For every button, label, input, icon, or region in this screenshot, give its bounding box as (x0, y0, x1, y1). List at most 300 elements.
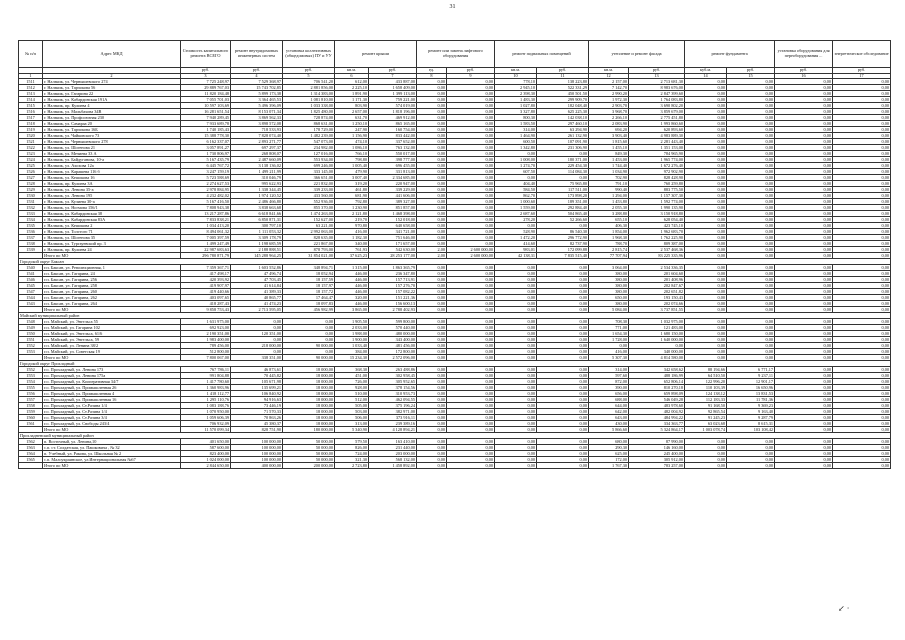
value-cell: 0,00 (833, 457, 891, 463)
value-cell: 0,00 (833, 415, 891, 421)
value-cell: 972 902,90 (629, 169, 685, 175)
value-cell: 231 306,90 (537, 145, 589, 151)
address-cell: п. Учебный, ул. Ракова, ул. Школьная № 2 (43, 451, 181, 457)
row-number-cell: 1552 (19, 367, 43, 373)
value-cell: 0,00 (833, 169, 891, 175)
value-cell: 1 171,30 (335, 97, 369, 103)
value-cell: 0,00 (727, 79, 775, 85)
value-cell: 82 737,90 (537, 241, 589, 247)
table-body (19, 79, 891, 469)
value-cell: 404,40 (495, 181, 537, 187)
value-cell: 0,00 (447, 379, 495, 385)
value-cell: 2 657,00 (335, 109, 369, 115)
value-cell: 2,00 (417, 253, 447, 259)
page-number: 31 (449, 4, 456, 10)
row-number-cell: 1553 (19, 373, 43, 379)
value-cell: 157 082,22 (369, 289, 417, 295)
row-number-cell: 1559 (19, 409, 43, 415)
value-cell: 506,00 (335, 415, 369, 421)
value-cell: 0,00 (417, 283, 447, 289)
value-cell: 1 003 078,74 (685, 427, 727, 433)
value-cell: 0,00 (685, 253, 727, 259)
value-cell: 2 978 884,95 (181, 187, 231, 193)
value-cell: 0,00 (447, 175, 495, 181)
value-cell: 18 000,00 (283, 415, 335, 421)
value-cell: 382 971,00 (369, 409, 417, 415)
value-cell: 5 084,00 (589, 307, 629, 313)
value-cell: 313,00 (335, 421, 369, 427)
value-cell: 2 398,30 (495, 91, 537, 97)
value-cell: 482 004,92 (629, 409, 685, 415)
value-cell: 0,00 (775, 289, 833, 295)
value-cell: 75 965,80 (537, 181, 589, 187)
value-cell: 1 230,90 (335, 205, 369, 211)
value-cell: 0,00 (495, 289, 537, 295)
value-cell: 203 000,00 (369, 451, 417, 457)
value-cell: 63 023,68 (685, 421, 727, 427)
value-cell: 0,00 (833, 439, 891, 445)
value-cell: 0,00 (417, 163, 447, 169)
value-cell: 0,00 (727, 103, 775, 109)
value-cell: 1 338 344,45 (231, 187, 283, 193)
value-cell: 0,00 (417, 427, 447, 433)
value-cell: 7 359 367,71 (181, 265, 231, 271)
value-cell: 1 032 975,00 (629, 319, 685, 325)
value-cell: 3 364 465,53 (231, 97, 283, 103)
value-cell: 40 865,77 (231, 295, 283, 301)
value-cell: 117 511,00 (537, 187, 589, 193)
value-cell: 0,00 (447, 451, 495, 457)
value-cell: 160 754,00 (369, 127, 417, 133)
value-cell: 1 974 120,52 (231, 193, 283, 199)
value-cell: 193 150,43 (629, 295, 685, 301)
value-cell: 11 820 184,48 (181, 91, 231, 97)
value-cell: 0,00 (447, 151, 495, 157)
value-cell: 3 865,00 (335, 307, 369, 313)
value-cell: 10 597 103,69 (181, 103, 231, 109)
value-cell: 0,00 (417, 457, 447, 463)
value-cell: 7 800 067,00 (181, 355, 231, 361)
address-cell: г.п. Баксан, ул. Гагарина, 24 (43, 271, 181, 277)
value-cell: 0,00 (727, 85, 775, 91)
column-number-cell: 7 (369, 73, 417, 79)
value-cell: 1 583,50 (495, 121, 537, 127)
value-cell: 100 000,00 (231, 439, 283, 445)
value-cell: 2 992 063,00 (283, 229, 335, 235)
value-cell: 680,00 (589, 439, 629, 445)
address-cell: г.о. Прохладный, ул. Свободы 243/4 (43, 421, 181, 427)
value-cell: 3 150 918,80 (629, 211, 685, 217)
value-cell: 163 410,00 (369, 439, 417, 445)
value-cell: 0,00 (775, 379, 833, 385)
value-cell: 0,00 (447, 193, 495, 199)
value-cell: 0,00 (537, 409, 589, 415)
value-cell: 0,00 (775, 127, 833, 133)
value-cell: 0,00 (833, 97, 891, 103)
value-cell: 0,00 (833, 409, 891, 415)
value-cell: 612,00 (335, 79, 369, 85)
value-cell: 656,00 (589, 391, 629, 397)
value-cell: 0,00 (685, 133, 727, 139)
value-cell: 0,00 (537, 385, 589, 391)
value-cell: 0,00 (447, 325, 495, 331)
value-cell: 0,00 (727, 337, 775, 343)
value-cell: 3 859 679,00 (629, 109, 685, 115)
value-cell: 0,00 (775, 115, 833, 121)
value-cell: 0,00 (685, 127, 727, 133)
value-cell: 63 221,00 (283, 223, 335, 229)
value-cell: 5 340,90 (335, 427, 369, 433)
address-cell: г.о. Прохладный, ул. Ст.Разина 1/4 (43, 403, 181, 409)
value-cell: 0,00 (685, 271, 727, 277)
value-cell: 0,00 (495, 403, 537, 409)
row-number-cell: 1563 (19, 445, 43, 451)
address-cell: г.п. Майский, ул. Советская 19 (43, 349, 181, 355)
address-cell: Итого по МО (43, 253, 181, 259)
value-cell: 1 033,40 (335, 343, 369, 349)
address-cell: г.п. Майский, ул. Энгельса 55 (43, 319, 181, 325)
value-cell: 1 740 185,43 (181, 127, 231, 133)
value-cell: 310 046,79 (231, 175, 283, 181)
value-cell: 4 128 894,21 (369, 427, 417, 433)
value-cell: 862,70 (495, 193, 537, 199)
value-cell: 1 033 338,00 (283, 103, 335, 109)
value-cell: 92 865,54 (685, 409, 727, 415)
row-number-cell: 1561 (19, 421, 43, 427)
value-cell: 0,00 (447, 385, 495, 391)
value-cell: 644,00 (589, 403, 629, 409)
value-cell: 0,00 (417, 385, 447, 391)
value-cell: 156 600,13 (369, 301, 417, 307)
row-number-cell: 1548 (19, 319, 43, 325)
address-cell: г. Нальчик, ул. Самараа 20 (43, 121, 181, 127)
value-cell: 2 537 468,36 (629, 247, 685, 253)
value-cell: 0,00 (727, 343, 775, 349)
value-cell: 73 446,19 (231, 403, 283, 409)
value-cell: 100 000,00 (231, 445, 283, 451)
value-cell: 6 162 337,07 (181, 139, 231, 145)
value-cell: 380,00 (589, 301, 629, 307)
value-cell: 0,00 (775, 175, 833, 181)
column-number-cell: 1 (19, 73, 43, 79)
value-cell: 0,00 (495, 391, 537, 397)
value-cell: 1 990 135,90 (629, 205, 685, 211)
value-cell: 751 646,00 (369, 235, 417, 241)
value-cell: 0,00 (833, 181, 891, 187)
value-cell: 484 994,22 (629, 415, 685, 421)
value-cell: 788,70 (589, 241, 629, 247)
value-cell: 22 987 683,63 (181, 247, 231, 253)
value-cell: 2 844 650,00 (181, 463, 231, 469)
value-cell: 1 156,90 (335, 133, 369, 139)
value-cell: 1 474 263,00 (283, 211, 335, 217)
value-cell: 456 982,99 (283, 307, 335, 313)
row-number-cell: 1538 (19, 241, 43, 247)
value-cell: 0,00 (417, 307, 447, 313)
value-cell: 0,00 (833, 397, 891, 403)
value-cell: 0,00 (685, 277, 727, 283)
value-cell: 0,00 (833, 265, 891, 271)
address-cell: г.п. Баксан, ул. Гагарина, 260 (43, 289, 181, 295)
value-cell: 433 560,00 (283, 193, 335, 199)
value-cell: 0,00 (537, 301, 589, 307)
value-cell: 0,00 (447, 463, 495, 469)
value-cell: 510,00 (335, 391, 369, 397)
value-cell: 0,00 (775, 151, 833, 157)
value-cell: 0,00 (417, 451, 447, 457)
value-cell: 9 369,23 (727, 403, 775, 409)
value-cell: 1 059 606,39 (181, 415, 231, 421)
value-cell: 1 157 307,30 (629, 193, 685, 199)
value-cell: 446,00 (335, 289, 369, 295)
value-cell: 792,80 (335, 199, 369, 205)
address-cell: г. Нальчик, ул. Кабардинская 38 (43, 211, 181, 217)
value-cell: 0,00 (417, 295, 447, 301)
value-cell: 0,00 (833, 223, 891, 229)
value-cell: 0,00 (417, 235, 447, 241)
value-cell: 0,00 (447, 79, 495, 85)
value-cell: 0,00 (537, 325, 589, 331)
value-cell: 0,00 (833, 139, 891, 145)
value-cell: 0,00 (833, 325, 891, 331)
value-cell: 0,00 (417, 85, 447, 91)
value-cell: 1 762 225,90 (629, 235, 685, 241)
address-cell: г.о. Прохладный, ул. Ст.Разина 1/4 (43, 409, 181, 415)
value-cell: 0,00 (685, 349, 727, 355)
value-cell: 0,00 (775, 367, 833, 373)
value-cell: 0,00 (417, 133, 447, 139)
value-cell: 0,00 (417, 403, 447, 409)
value-cell: 0,00 (833, 427, 891, 433)
value-cell: 0,00 (537, 463, 589, 469)
value-cell: 0,00 (447, 127, 495, 133)
value-cell: 584,50 (495, 187, 537, 193)
row-number-cell: 1557 (19, 397, 43, 403)
column-number-cell: 9 (447, 73, 495, 79)
value-cell: 1 972,30 (589, 97, 629, 103)
value-cell: 0,00 (775, 319, 833, 325)
value-cell: 0,00 (537, 175, 589, 181)
value-cell: 0,00 (727, 187, 775, 193)
value-cell: 419 440,66 (181, 289, 231, 295)
value-cell: 0,00 (685, 115, 727, 121)
value-cell: 338 351,00 (231, 355, 283, 361)
value-cell: 375 196,24 (369, 403, 417, 409)
value-cell: 380,00 (589, 283, 629, 289)
value-cell: 0,00 (775, 103, 833, 109)
header-equipment: установка оборудования для переоборудования ... (775, 41, 833, 68)
value-cell: 0,00 (447, 205, 495, 211)
value-cell: 0,00 (775, 181, 833, 187)
value-cell: 0,00 (447, 295, 495, 301)
value-cell: 414,60 (495, 241, 537, 247)
value-cell: 1 034 413,20 (181, 223, 231, 229)
value-cell: 0,00 (833, 379, 891, 385)
value-cell: 0,00 (833, 85, 891, 91)
value-cell: 643,00 (589, 415, 629, 421)
value-cell: 726,00 (335, 379, 369, 385)
value-cell: 0,00 (447, 343, 495, 349)
value-cell: 2 334 685,00 (369, 175, 417, 181)
value-cell: 0,00 (417, 181, 447, 187)
row-number-cell: 1527 (19, 175, 43, 181)
value-cell: 0,00 (833, 103, 891, 109)
value-cell: 828 635,00 (283, 235, 335, 241)
value-cell: 0,00 (727, 439, 775, 445)
address-cell: г. Нальчик, пр. Кулиева 24 (43, 247, 181, 253)
value-cell: 0,00 (727, 229, 775, 235)
value-cell: 0,00 (727, 319, 775, 325)
value-cell: 2 225,10 (335, 85, 369, 91)
value-cell: 0,00 (833, 403, 891, 409)
value-cell: 688,00 (589, 397, 629, 403)
value-cell: 2 775 451,80 (629, 115, 685, 121)
row-number-cell: 1512 (19, 85, 43, 91)
value-cell: 481 456,00 (369, 343, 417, 349)
value-cell: 3 007,40 (335, 175, 369, 181)
value-cell: 0,00 (417, 109, 447, 115)
value-cell: 0,00 (447, 229, 495, 235)
value-cell: 305 912,00 (629, 457, 685, 463)
value-cell: 2 600 000,00 (447, 247, 495, 253)
value-cell: 100 000,00 (231, 451, 283, 457)
value-cell: 0,00 (447, 349, 495, 355)
value-cell: 218 000,00 (231, 343, 283, 349)
value-cell: 0,00 (833, 151, 891, 157)
value-cell: 0,00 (495, 223, 537, 229)
value-cell: 718 533,93 (231, 127, 283, 133)
row-number-cell: 1528 (19, 181, 43, 187)
row-number-cell: 1550 (19, 331, 43, 337)
value-cell: 0,00 (685, 445, 727, 451)
value-cell: 2 487 660,09 (231, 157, 283, 163)
column-number-cell: 15 (727, 73, 775, 79)
header-facade: утепление и ремонт фасада (589, 41, 685, 68)
value-cell: 0,00 (537, 331, 589, 337)
value-cell: 3 737 851,55 (629, 307, 685, 313)
value-cell: 0,00 (775, 169, 833, 175)
value-cell: 9 287,79 (727, 415, 775, 421)
header-engineering: ремонт внутридомовых инженерных систем (231, 41, 283, 68)
value-cell: 0,00 (685, 229, 727, 235)
value-cell: 15 388 778,30 (181, 133, 231, 139)
row-number-cell: 1522 (19, 145, 43, 151)
value-cell: 107 091,90 (537, 139, 589, 145)
row-number-cell: 1529 (19, 187, 43, 193)
value-cell: 883 775,50 (629, 187, 685, 193)
value-cell: 1 399 113,00 (369, 91, 417, 97)
value-cell: 0,00 (775, 187, 833, 193)
value-cell: 5 866,60 (589, 427, 629, 433)
row-number-cell: 1545 (19, 283, 43, 289)
value-cell: 0,00 (833, 289, 891, 295)
value-cell: 77 707,94 (589, 253, 629, 259)
value-cell: 221 867,00 (283, 241, 335, 247)
value-cell: 1 993 860,60 (629, 121, 685, 127)
value-cell: 0,00 (447, 367, 495, 373)
column-number-cell: 17 (833, 73, 891, 79)
value-cell: 0,00 (537, 307, 589, 313)
value-cell: 0,00 (727, 121, 775, 127)
value-cell: 0,00 (833, 211, 891, 217)
value-cell: 0,00 (495, 337, 537, 343)
value-cell: 441 606,00 (369, 193, 417, 199)
value-cell: 570 440,00 (369, 325, 417, 331)
value-cell: 1 455,10 (589, 145, 629, 151)
column-number-cell: 5 (283, 73, 335, 79)
value-cell: 0,00 (833, 271, 891, 277)
value-cell: 2 121,80 (335, 211, 369, 217)
value-cell: 0,00 (537, 427, 589, 433)
value-cell: 2 157,00 (589, 79, 629, 85)
value-cell: 37 625,23 (335, 253, 369, 259)
value-cell: 2 945,10 (495, 85, 537, 91)
value-cell: 0,00 (727, 223, 775, 229)
value-cell: 451,00 (335, 373, 369, 379)
value-cell: 505,00 (335, 403, 369, 409)
value-cell: 41 474,23 (231, 301, 283, 307)
value-cell: 0,00 (537, 391, 589, 397)
corner-marks: ↙ · (838, 604, 850, 613)
value-cell: 18 000,00 (283, 373, 335, 379)
value-cell: 0,00 (447, 223, 495, 229)
value-cell: 0,00 (685, 223, 727, 229)
value-cell: 247,90 (335, 127, 369, 133)
value-cell: 0,00 (417, 193, 447, 199)
value-cell: 3 898 572,08 (231, 121, 283, 127)
value-cell: 809 387,00 (629, 241, 685, 247)
value-cell: 52 266,60 (537, 217, 589, 223)
value-cell: 766,10 (335, 151, 369, 157)
value-cell: 7 005 397,59 (181, 235, 231, 241)
column-number-cell: 2 (43, 73, 181, 79)
value-cell: 1 854,00 (589, 229, 629, 235)
address-cell: г. Нальчик, ул. Профсоюзная 230 (43, 115, 181, 121)
value-cell: 0,00 (775, 391, 833, 397)
value-cell: 0,00 (417, 211, 447, 217)
value-cell: 2 190 351,00 (181, 331, 231, 337)
value-cell: 221 832,00 (283, 181, 335, 187)
value-cell: 0,00 (495, 451, 537, 457)
value-cell: 0,00 (283, 319, 335, 325)
value-cell: 47 703,45 (231, 277, 283, 283)
value-cell: 0,00 (833, 241, 891, 247)
value-cell: 0,00 (685, 319, 727, 325)
value-cell: 0,00 (417, 217, 447, 223)
header-meters: установка коллективных (общедомовых) ПУ и УУ (283, 41, 335, 68)
value-cell: 172 099,88 (537, 247, 589, 253)
value-cell: 2 713 595,05 (231, 307, 283, 313)
value-cell: 100 000,00 (231, 457, 283, 463)
value-cell: 2 486 466,80 (231, 199, 283, 205)
value-cell: 2 893 271,77 (231, 139, 283, 145)
value-cell: 341 721,00 (369, 229, 417, 235)
value-cell: 384,00 (335, 349, 369, 355)
value-cell: 0,00 (775, 331, 833, 337)
value-cell: 0,00 (775, 235, 833, 241)
value-cell: 321,30 (335, 457, 369, 463)
address-cell: г. Нальчик, ул. Тургауевский пр. 3 (43, 241, 181, 247)
value-cell: 13 831,53 (727, 391, 775, 397)
row-number-cell: 1513 (19, 91, 43, 97)
value-cell: 728 874,00 (283, 115, 335, 121)
row-number-cell: 1521 (19, 139, 43, 145)
value-cell: 0,00 (833, 175, 891, 181)
value-cell: 550 017,00 (369, 151, 417, 157)
row-number-cell: 1523 (19, 151, 43, 157)
value-cell: 970,80 (335, 223, 369, 229)
value-cell: 0,00 (283, 331, 335, 337)
